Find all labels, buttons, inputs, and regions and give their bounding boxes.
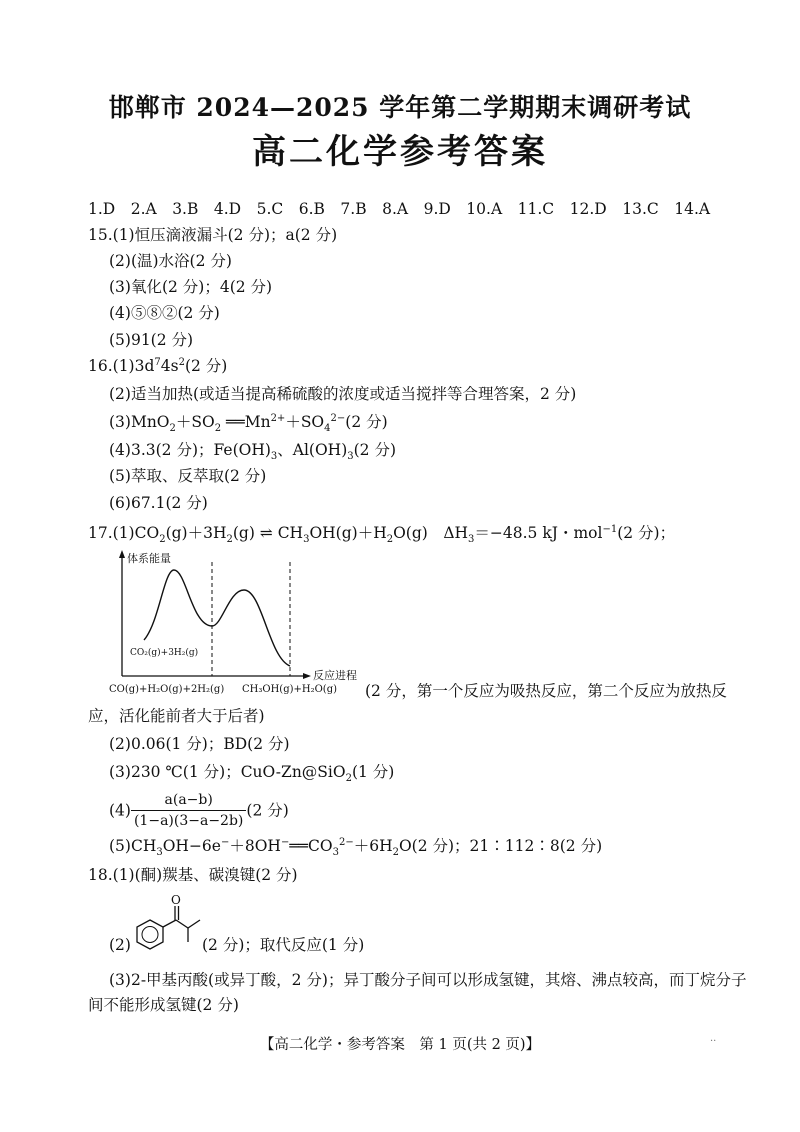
q15-line-3: (3)氧化(2 分)；4(2 分) xyxy=(109,278,273,296)
page-footer: 【高二化学・参考答案 第 1 页(共 2 页)】 xyxy=(259,1037,541,1053)
q17-line-2: (2 分，第一个反应为吸热反应，第二个反应为放热反 xyxy=(365,682,727,700)
q18-line-2: (2 分)；取代反应(1 分) xyxy=(202,936,365,954)
reactant-label: CO₂(g)+3H₂(g) xyxy=(130,648,199,658)
y-axis-label: 体系能量 xyxy=(127,552,171,565)
x-axis-label: 反应进程 xyxy=(313,669,357,682)
ketone-structure xyxy=(130,890,205,960)
multiple-choice-answers: 1.D 2.A 3.B 4.D 5.C 6.B 7.B 8.A 9.D 10.A 11.C 12.D 13.C 14.A xyxy=(88,200,711,218)
q17-line-1: $17.(1)CO_2(g)+3H_2(g)$ ⇌ $CH_3OH(g)+H_2O(g)$ $\Delta H_3=-48.5$ kJ・mol$^{-1}$(2 分)； xyxy=(88,523,676,546)
q15-line-5: (5)91(2 分) xyxy=(109,331,194,349)
corner-mark: ·· xyxy=(710,1036,717,1047)
intermediate-label: CO(g)+H₂O(g)+2H₂(g) xyxy=(109,684,225,695)
equilibrium-fraction: $\frac{a(a-b)}{(1-a)(3-a-2b)}$ xyxy=(131,790,246,831)
bond-methyl-1 xyxy=(188,920,200,928)
x-axis-arrow xyxy=(303,673,311,679)
q16-line-4: (4)3.3(2 分)；$Fe(OH)_3$、$Al(OH)_3(2$ 分) xyxy=(109,441,397,463)
q16-line-2: (2)适当加热(或适当提高稀硫酸的浓度或适当搅拌等合理答案，2 分) xyxy=(109,385,577,403)
q18-line-1: 18.(1)(酮)羰基、碳溴键(2 分) xyxy=(88,866,298,884)
benzene-ring xyxy=(137,920,163,949)
q18-line-2-prefix: (2) xyxy=(109,936,131,954)
oxygen-atom: O xyxy=(171,893,181,907)
q17-line-5: (3)230 ℃(1 分)；CuO-Zn@SiO$_2$(1 分) xyxy=(109,763,395,785)
aromatic-circle xyxy=(142,927,158,943)
q17-line-6: (4) $\frac{a(a-b)}{(1-a)(3-a-2b)}$ (2 分) xyxy=(109,792,289,829)
q17-line-7: $(5)CH_3OH-6e^-+8OH^-══CO_3^{2-}+6H_2O(2$ 分)；21∶112∶8(2 分) xyxy=(109,836,603,859)
energy-profile-diagram xyxy=(104,548,374,698)
q16-line-5: (5)萃取、反萃取(2 分) xyxy=(109,467,267,485)
product-label: CH₃OH(g)+H₂O(g) xyxy=(242,684,338,695)
q17-line-4: (2)0.06(1 分)；BD(2 分) xyxy=(109,735,290,753)
answer-key-title: 高二化学参考答案 xyxy=(252,132,548,172)
exam-title: 邯郸市 2024—2025 学年第二学期期末调研考试 xyxy=(108,93,692,122)
q18-line-4: 间不能形成氢键(2 分) xyxy=(88,996,239,1014)
q18-line-3: (3)2-甲基丙酸(或异丁酸，2 分)；异丁酸分子间可以形成氢键，其熔、沸点较高，而丁烷分子 xyxy=(109,971,747,989)
q15-line-4: (4)⑤⑧②(2 分) xyxy=(109,304,220,322)
q16-line-3: $(3)MnO_2+SO_2$ $══Mn^{2+}+SO_4^{2-}(2$ 分) xyxy=(109,412,388,435)
q17-line-3: 应，活化能前者大于后者) xyxy=(88,707,265,725)
bond-ring-carbonyl xyxy=(163,920,176,927)
y-axis-arrow xyxy=(119,550,125,558)
q15-line-2: (2)(温)水浴(2 分) xyxy=(109,252,232,270)
q15-line-1: 15.(1)恒压滴液漏斗(2 分)；a(2 分) xyxy=(88,226,338,244)
bond-carbonyl-ch xyxy=(176,920,188,928)
q16-line-6: (6)67.1(2 分) xyxy=(109,494,208,512)
q16-line-1: $16.(1)3d^74s^2(2$ 分) xyxy=(88,356,228,375)
